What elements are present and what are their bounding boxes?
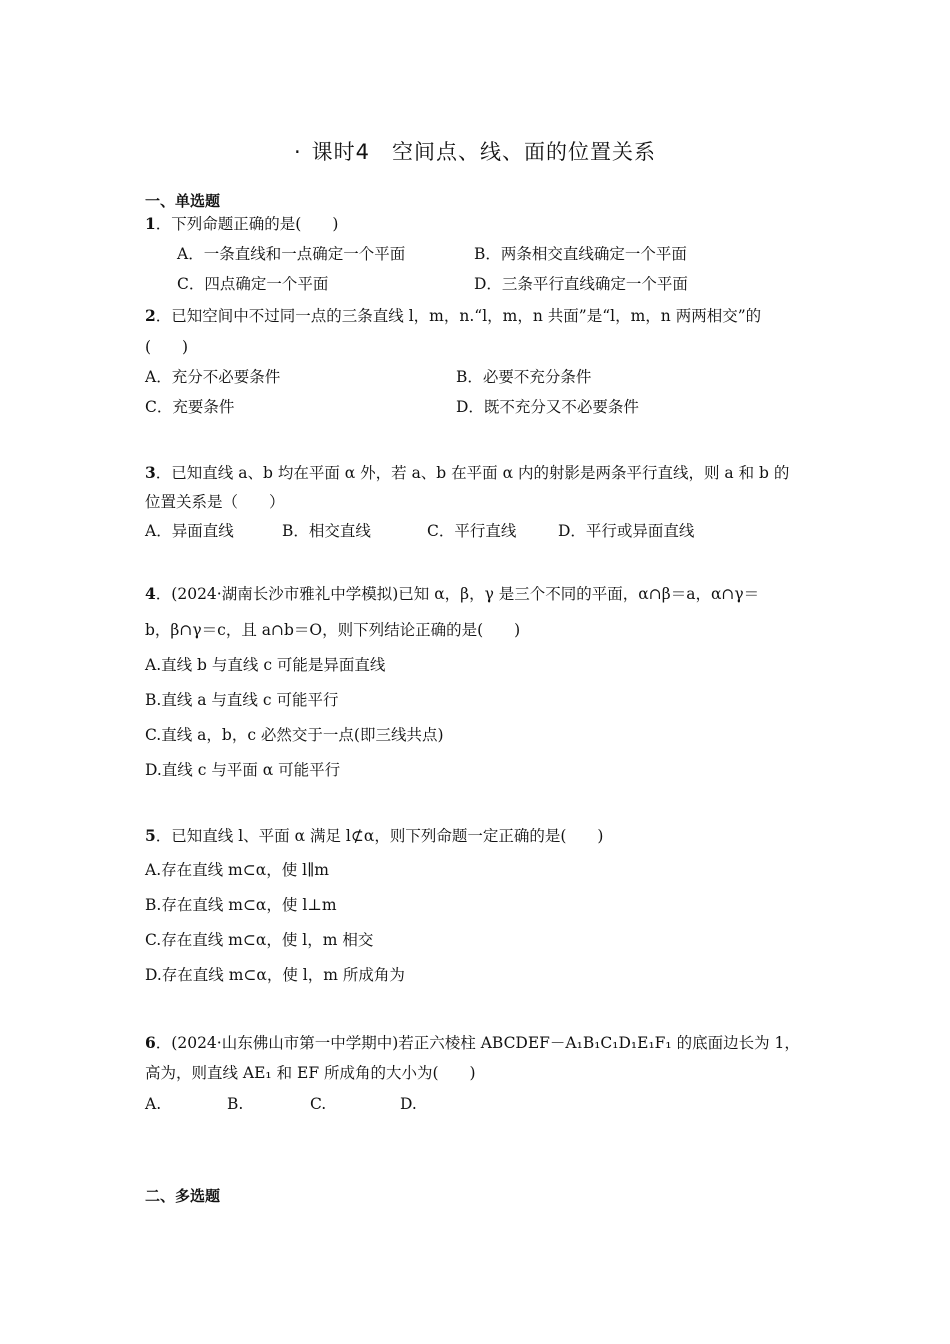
q4-option-d: D.直线 c 与平面 α 可能平行 — [145, 761, 341, 779]
question-number: 4 — [145, 584, 156, 603]
q1-option-d: D．三条平行直线确定一个平面 — [474, 275, 688, 293]
q4-option-a: A.直线 b 与直线 c 可能是异面直线 — [145, 656, 386, 674]
q3-option-d: D．平行或异面直线 — [558, 522, 695, 540]
question-stem: ．(2024·山东佛山市第一中学期中)若正六棱柱 ABCDEF－A₁B₁C₁D₁E₁F₁ 的底面边长为 1， — [155, 1034, 800, 1052]
question-1 — [145, 214, 338, 234]
q5-option-d: D.存在直线 m⊂α，使 l，m 所成角为 — [145, 966, 405, 984]
q2-paren: ( ) — [145, 338, 189, 356]
question-5 — [145, 826, 603, 846]
question-6 — [145, 1033, 800, 1053]
q1-option-c: C．四点确定一个平面 — [177, 275, 329, 293]
q1-option-a: A．一条直线和一点确定一个平面 — [177, 245, 406, 263]
question-number: 5 — [145, 826, 156, 845]
question-stem: ．已知空间中不过同一点的三条直线 l，m，n.“l，m，n 共面”是“l，m，n 两两相交”的 — [155, 307, 762, 325]
q2-option-a: A．充分不必要条件 — [145, 368, 281, 386]
question-4 — [145, 584, 759, 604]
question-stem: ．(2024·湖南长沙市雅礼中学模拟)已知 α，β，γ 是三个不同的平面，α∩β＝a，α∩γ＝ — [155, 585, 760, 603]
q6-option-a: A. — [145, 1095, 162, 1113]
q4-stem-2: b，β∩γ＝c，且 a∩b＝O，则下列结论正确的是( ) — [145, 621, 521, 639]
question-2 — [145, 306, 761, 326]
q2-option-b: B．必要不充分条件 — [456, 368, 592, 386]
q6-option-b: B. — [227, 1095, 244, 1113]
title-dot: · — [293, 140, 302, 164]
q4-option-c: C.直线 a，b，c 必然交于一点(即三线共点) — [145, 726, 444, 744]
q2-option-d: D．既不充分又不必要条件 — [456, 398, 639, 416]
q5-option-a: A.存在直线 m⊂α，使 l∥m — [145, 861, 329, 879]
q3-option-c: C．平行直线 — [427, 522, 517, 540]
q5-option-b: B.存在直线 m⊂α，使 l⊥m — [145, 896, 337, 914]
q5-option-c: C.存在直线 m⊂α，使 l，m 相交 — [145, 931, 374, 949]
q2-option-c: C．充要条件 — [145, 398, 235, 416]
page-title — [0, 136, 950, 166]
q3-option-a: A．异面直线 — [145, 522, 234, 540]
q6-option-d: D. — [400, 1095, 417, 1113]
question-stem: ．已知直线 l、平面 α 满足 l⊄α，则下列命题一定正确的是( ) — [155, 827, 604, 845]
section-single-choice: 一、单选题 — [145, 192, 221, 210]
question-number: 1 — [145, 214, 156, 233]
question-number: 2 — [145, 306, 156, 325]
title-text: 课时4 空间点、线、面的位置关系 — [311, 140, 657, 164]
question-stem: ．已知直线 a、b 均在平面 α 外，若 a、b 在平面 α 内的射影是两条平行直线，则 a 和 b 的 — [155, 464, 790, 482]
q4-option-b: B.直线 a 与直线 c 可能平行 — [145, 691, 339, 709]
q6-stem-2: 高为，则直线 AE₁ 和 EF 所成角的大小为( ) — [145, 1064, 476, 1082]
question-3 — [145, 463, 789, 483]
q6-option-c: C. — [310, 1095, 327, 1113]
question-number: 6 — [145, 1033, 156, 1052]
q3-option-b: B．相交直线 — [282, 522, 371, 540]
q1-option-b: B．两条相交直线确定一个平面 — [474, 245, 687, 263]
question-stem: ．下列命题正确的是( ) — [155, 215, 339, 233]
section-multiple-choice: 二、多选题 — [145, 1187, 221, 1205]
question-number: 3 — [145, 463, 156, 482]
q3-stem-2: 位置关系是（ ） — [145, 493, 285, 511]
